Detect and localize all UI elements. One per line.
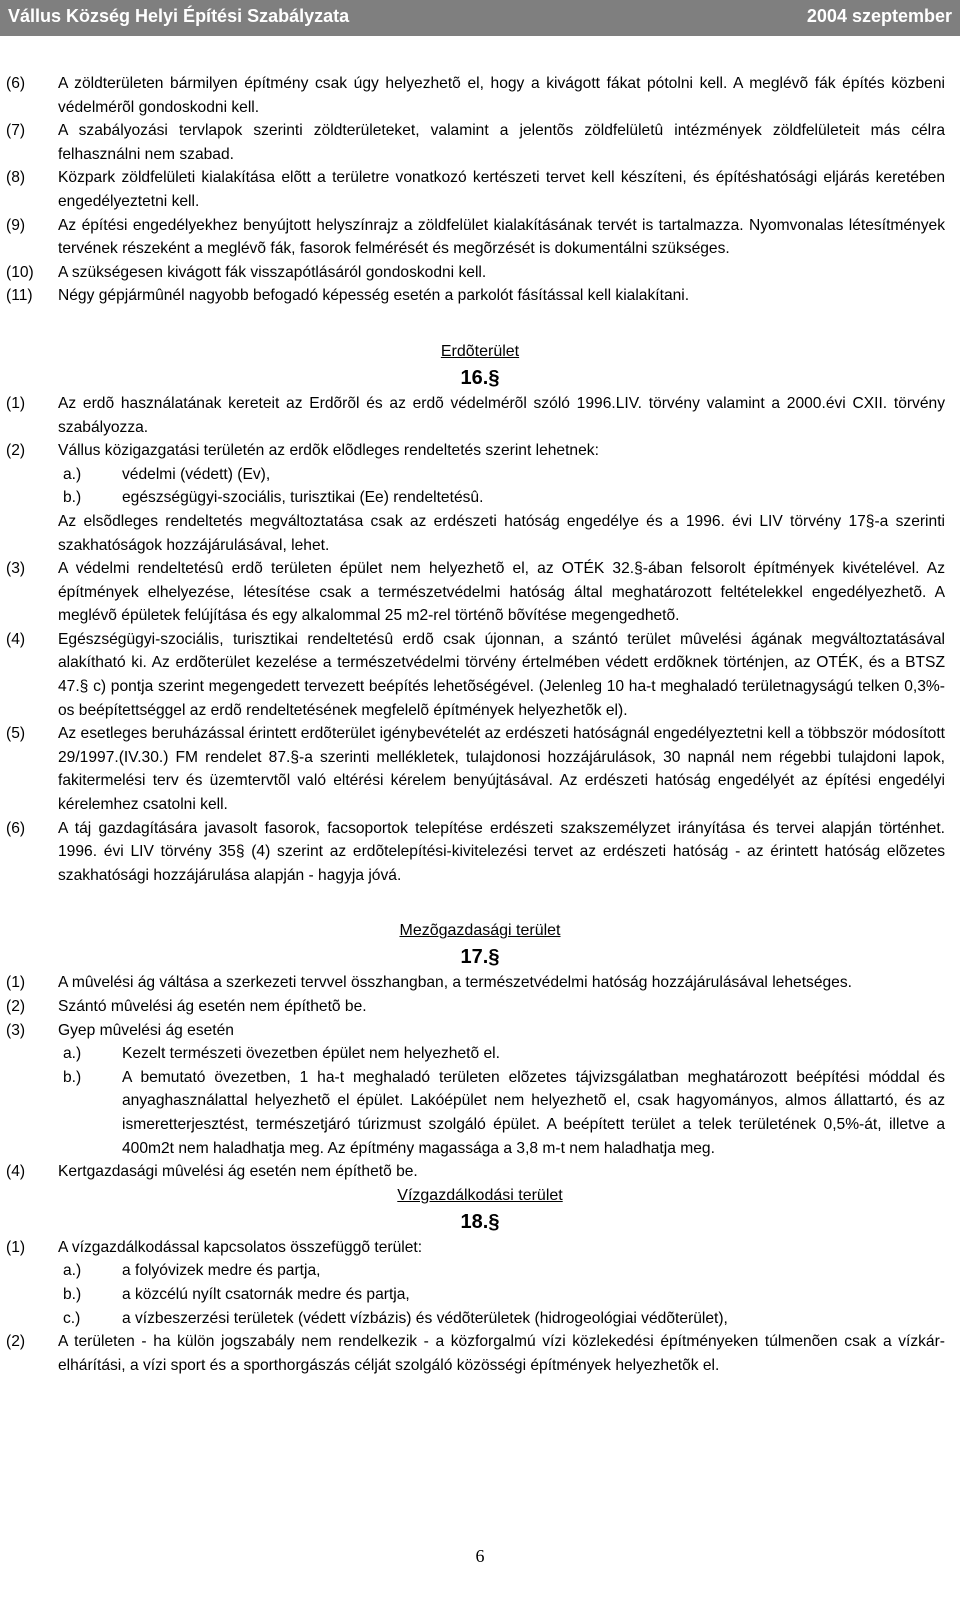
paragraph <box>0 557 960 628</box>
paragraph <box>0 1330 960 1377</box>
paragraph-number: (1) <box>6 974 26 992</box>
list-text: egészségügyi-szociális, turisztikai (Ee) rendeltetésû. <box>122 489 484 507</box>
paragraph-text: A mûvelési ág váltása a szerkezeti tervvel összhangban, a természetvédelmi hatóság hozzájárulásával lehetséges. <box>58 974 852 992</box>
list-item <box>0 1259 960 1283</box>
list-item <box>0 1066 960 1160</box>
paragraph-continuation: Az elsõdleges rendeltetés megváltoztatása csak az erdészeti hatóság engedélye és a 1996. évi LIV törvény 17§-a szerinti szakhatóságok hozzájárulásával, lehet. <box>58 512 945 554</box>
paragraph-number: (6) <box>6 819 26 837</box>
document-title: Vállus Község Helyi Építési Szabályzata <box>8 6 350 26</box>
paragraph-text: Az esetleges beruházással érintett erdõterület igénybevételét az erdészeti hatóságnál engedélyeztetni kell a többször módosított 29/1997.(IV.30.) FM rendelet 87.§-a szerinti mellékletek, tulajdonosi hozzájárulások, 30 napnál nem régebbi tulajdoni lapok, fakitermelési terv és üzemtervtõl való eltérési kérelem benyújtásával. Az erdészeti hatóság engedélyét az építési engedélyi kérelemhez csatolni kell. <box>58 725 945 814</box>
intro-paragraphs <box>0 72 960 308</box>
paragraph-text: A védelmi rendeltetésû erdõ területen épület nem helyezhetõ el, az OTÉK 32.§-ában felsorolt építmények kivételével. Az építmények elhelyezése, létesítése csak a természetvédelmi hatóság által meghatározott feltételekkel engedélyezhetõ. A meglévõ épületek felújítása és egy alkalommal 25 m2-rel történõ bõvítése megengedhetõ. <box>58 560 945 625</box>
paragraph-number: (2) <box>6 442 26 460</box>
paragraph-text: Gyep mûvelési ág esetén <box>58 1021 234 1039</box>
paragraph-number: (11) <box>6 287 33 305</box>
list-item <box>0 486 960 510</box>
list-text: a közcélú nyílt csatornák medre és partja, <box>122 1285 410 1303</box>
paragraph <box>0 166 960 213</box>
paragraph-text: Vállus közigazgatási területén az erdõk elõdleges rendeltetés szerint lehetnek: <box>58 442 599 460</box>
paragraph <box>0 1160 960 1184</box>
paragraph <box>0 722 960 816</box>
paragraph-number: (1) <box>6 394 26 412</box>
list-text: A bemutató övezetben, 1 ha-t meghaladó területen elõzetes tájvizsgálatban meghatározott beépítési móddal és anyaghasználattal helyezhetõ el épület. Lakóépület nem helyezhetõ el, csak hagyományos, almos állattartó, és az ismeretterjesztést, természetjáró túrizmust szolgáló épület. A beépített terület a telek területének 0,5%-át, illetve a 400m2t nem haladhatja meg. Az építmény magassága a 3,8 m-t nem haladhatja meg. <box>122 1068 945 1157</box>
paragraph-number: (2) <box>6 1333 26 1351</box>
paragraph <box>0 392 960 439</box>
list-text: védelmi (védett) (Ev), <box>122 465 271 483</box>
paragraph-text: A zöldterületen bármilyen építmény csak úgy helyezhetõ el, hogy a kivágott fákat pótolni kell. A meglévõ fák építés közbeni védelmérõl gondoskodni kell. <box>58 75 945 116</box>
list-text: a vízbeszerzési területek (védett vízbázis) és védõterületek (hidrogeológiai védõterület), <box>122 1309 728 1327</box>
paragraph <box>0 119 960 166</box>
paragraph-number: (7) <box>6 122 26 140</box>
paragraph <box>0 1236 960 1260</box>
section-heading-mezogazdasagi: Mezõgazdasági terület <box>399 922 561 940</box>
list-item <box>0 463 960 487</box>
paragraph <box>0 1019 960 1043</box>
list-item <box>0 1307 960 1331</box>
list-label: b.) <box>63 1285 82 1303</box>
paragraph-number: (4) <box>6 630 26 648</box>
list-label: c.) <box>63 1309 81 1327</box>
list-label: b.) <box>63 489 82 507</box>
list-text: Kezelt természeti övezetben épület nem helyezhetõ el. <box>122 1045 500 1063</box>
paragraph-number: (9) <box>6 216 26 234</box>
paragraph-text: A táj gazdagítására javasolt fasorok, facsoportok telepítése erdészeti szakszemélyzet irányítása és tervei alapján történhet. 1996. évi LIV törvény 35§ (4) szerint az erdõtelepítési-kivitelezési tervet az erdészeti hatóság - az érintett hatóság elõzetes szakhatósági hozzájárulása alapján - hagyja jóvá. <box>58 819 945 884</box>
document-date: 2004 szeptember <box>806 6 952 26</box>
paragraph-number: (2) <box>6 998 26 1015</box>
paragraph-number: (4) <box>6 1163 26 1181</box>
section-heading-vizgazdalkodasi: Vízgazdálkodási terület <box>397 1186 563 1204</box>
list-label: a.) <box>63 1262 82 1280</box>
paragraph <box>0 261 960 285</box>
paragraph-text: Egészségügyi-szociális, turisztikai rendeltetésû erdõ csak újonnan, a szántó terület mûvelési ágának megváltoztatásával alakítható ki. Az erdõterület kezelése a természetvédelmi törvény értelmében védett erdõknek történjen, az OTÉK, és a BTSZ 47.§ c) pontja szerint megengedett tervezett beépítés lehetõségével. (Jelenleg 10 ha-t meghaladó területnagyságú telken 0,3%-os beépítettséggel az erdõ rendeltetésének megfelelõ építmények helyezhetõk el). <box>58 630 945 719</box>
paragraph <box>0 995 960 1019</box>
section-heading-erdoterulet: Erdõterület <box>440 342 520 360</box>
paragraph <box>0 439 960 463</box>
section-number-18: 18.§ <box>460 1210 500 1233</box>
paragraph-text: Szántó mûvelési ág esetén nem építhetõ be. <box>58 998 367 1015</box>
paragraph <box>0 628 960 722</box>
section-number-17: 17.§ <box>460 946 500 969</box>
paragraph-text: Közpark zöldfelületi kialakítása elõtt a területre vonatkozó kertészeti tervet kell készíteni, és építéshatósági eljárás keretében engedélyeztetni kell. <box>58 169 945 210</box>
list-label: a.) <box>63 465 82 483</box>
paragraph-number: (3) <box>6 560 26 578</box>
page-number: 6 <box>475 1546 485 1566</box>
paragraph-number: (1) <box>6 1238 26 1256</box>
paragraph-text: A vízgazdálkodással kapcsolatos összefüggõ terület: <box>58 1238 423 1256</box>
paragraph <box>0 72 960 119</box>
list-item <box>0 1283 960 1307</box>
paragraph <box>0 284 960 308</box>
page-header <box>0 0 960 36</box>
paragraph-number: (6) <box>6 75 26 92</box>
paragraph-text: A szabályozási tervlapok szerinti zöldterületeket, valamint a jelentõs zöldfelületû intézmények zöldfelületeit más célra felhasználni nem szabad. <box>58 122 945 163</box>
list-label: b.) <box>63 1068 82 1086</box>
paragraph-number: (10) <box>6 263 34 281</box>
section-number-16: 16.§ <box>460 366 500 389</box>
paragraph-text: Az építési engedélyekhez benyújtott helyszínrajz a zöldfelület kialakításának tervét is tartalmazza. Nyomvonalas létesítmények tervének részeként a meglévõ fák, fasorok felmérését és megõrzését is dokumentálni szükséges. <box>58 216 945 258</box>
paragraph-text: A szükségesen kivágott fák visszapótlásáról gondoskodni kell. <box>58 263 487 281</box>
paragraph <box>0 817 960 888</box>
list-item <box>0 1042 960 1066</box>
paragraph <box>0 214 960 261</box>
list-label: a.) <box>63 1045 82 1063</box>
paragraph-number: (5) <box>6 725 26 743</box>
paragraph-text: Négy gépjármûnél nagyobb befogadó képesség esetén a parkolót fásítással kell kialakítani. <box>58 287 690 305</box>
list-text: a folyóvizek medre és partja, <box>122 1262 321 1280</box>
paragraph <box>0 971 960 995</box>
document-body <box>0 72 960 1377</box>
paragraph-number: (8) <box>6 169 26 187</box>
paragraph-text: Az erdõ használatának kereteit az Erdõrõl és az erdõ védelmérõl szóló 1996.LIV. törvény valamint a 2000.évi CXII. törvény szabályozza. <box>58 394 945 436</box>
paragraph-text: Kertgazdasági mûvelési ág esetén nem építhetõ be. <box>58 1163 418 1181</box>
paragraph-text: A területen - ha külön jogszabály nem rendelkezik - a közforgalmú vízi közlekedési építményeken túlmenõen csak a vízkár-elhárítási, a vízi sport és a sporthorgászás célját szolgáló közösségi építmények helyezhetõk el. <box>58 1333 945 1374</box>
paragraph-number: (3) <box>6 1021 26 1039</box>
